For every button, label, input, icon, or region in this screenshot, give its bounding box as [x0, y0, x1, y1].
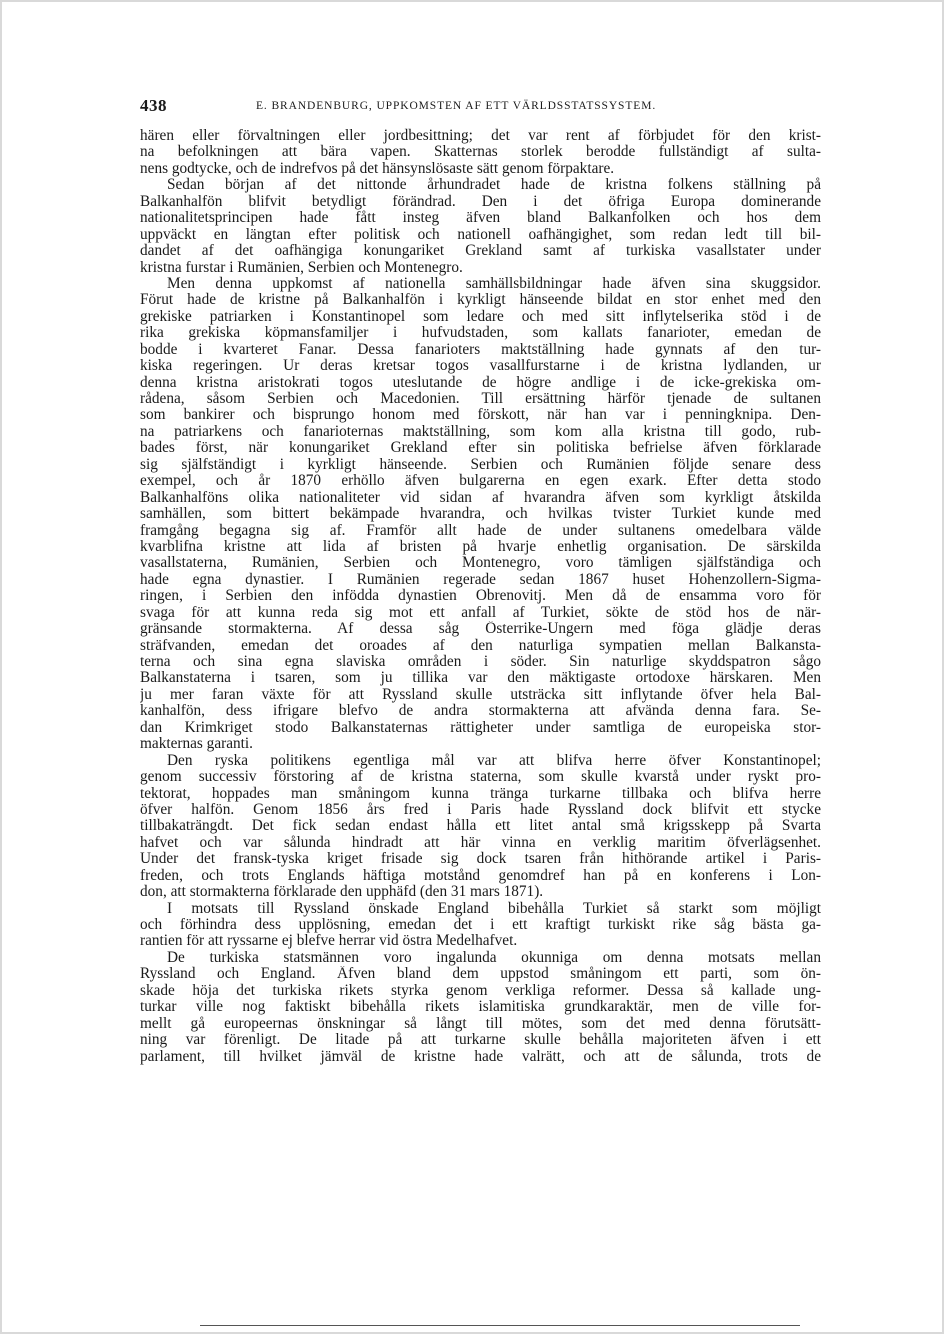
- text-line: Balkanstaterna i tsaren, som ju tillika var den mäktigaste ortodoxe härskaren. Men: [140, 670, 821, 687]
- text-line: Balkanhalfön blifvit betydligt förändrad. Den i det öfriga Europa dominerande: [140, 193, 821, 210]
- text-line: öfver halfön. Genom 1856 års fred i Paris hade Ryssland dock blifvit ett stycke: [140, 801, 821, 818]
- text-line: ning var förenligt. De litade på att turkarne skulle behålla majoriteten äfven i ett: [140, 1032, 821, 1049]
- text-line: kiska regeringen. Ur deras kretsar togos vasallfurstarne i de kristna lydlanden, ur: [140, 358, 821, 375]
- text-line: gränsande stormakterna. Af dessa såg Österrike-Ungern med föga glädje deras: [140, 621, 821, 638]
- text-line: rantien för att ryssarne ej blefve herrar vid östra Medelhafvet.: [140, 933, 518, 950]
- text-line: Ryssland och England. Äfven bland dem uppstod småningom ett parti, som ön-: [140, 966, 821, 983]
- text-line: skade höja det turkiska rikets styrka genom verkliga reformer. Dessa så kallade ung-: [140, 982, 821, 999]
- text-line: makternas garanti.: [140, 736, 253, 753]
- text-line: dandet af det oafhängiga konungariket Grekland samt af turkiska vasallstater under: [140, 243, 821, 260]
- running-title: E. BRANDENBURG, UPPKOMSTEN AF ETT VÄRLDSSTATSSYSTEM.: [256, 100, 657, 112]
- text-line: I motsats till Ryssland önskade England bibehålla Turkiet så starkt som möjligt: [167, 900, 821, 917]
- text-line: tektorat, hoppades man småningom kunna tränga turkarne tillbaka och blifva herre: [140, 785, 821, 802]
- text-line: ju mer faran växte för att Ryssland skulle utsträcka sitt inflytande öfver hela Bal-: [140, 686, 821, 703]
- text-line: na befolkningen att bära vapen. Skatternas storlek berodde fullständigt af sulta-: [140, 144, 821, 161]
- text-line: parlament, till hvilket jämväl de kristne hade valrätt, och att de sålunda, trots de: [140, 1048, 821, 1065]
- text-line: nens godtycke, och de indrefvos på det hänsynslösaste sätt genom förpaktare.: [140, 160, 615, 177]
- text-line: De turkiska statsmännen voro ingalunda okunniga om denna motsats mellan: [167, 949, 821, 966]
- text-line: Men denna uppkomst af nationella samhällsbildningar hade äfven sina skuggsidor.: [167, 275, 821, 292]
- text-line: na patriarkens och fanarioternas maktställning, som kom alla kristna till godo, rub-: [140, 423, 821, 440]
- text-line: bades först, när konungariket Grekland efter sin politiska befrielse äfven förklarade: [140, 440, 821, 457]
- text-line: turkar ville nog faktiskt bibehålla rikets islamitiska grundkaraktär, men de ville for-: [140, 999, 821, 1016]
- text-line: hade egna dynastier. I Rumänien regerade sedan 1867 huset Hohenzollern-Sigma-: [140, 571, 821, 588]
- text-line: denna kristna aristokrati togos uteslutande de högre andlige i de icke-grekiska om-: [140, 374, 821, 391]
- text-line: sig själfständigt i kyrkligt hänseende. Serbien och Rumänien följde senare dess: [140, 456, 821, 473]
- text-line: framgång begagna sig af. Framför allt hade de under sultanens omedelbara välde: [140, 522, 821, 539]
- text-line: ringen, i Serbien den infödda dynastien Obrenovitj. Men då de ensamma voro för: [140, 588, 821, 605]
- text-line: nationalitetsprincipen hade fått insteg äfven bland Balkanfolken och hos dem: [140, 210, 821, 227]
- text-line: vasallstaterna, Rumänien, Serbien och Montenegro, voro tämligen själfständiga och: [140, 555, 821, 572]
- running-head: [140, 96, 820, 116]
- text-line: rådena, såsom Serbien och Macedonien. Till ersättning härför tjenade de sultanen: [140, 391, 821, 407]
- text-line: genom successiv förstoring af de kristna staterna, som skulle kvarstå under ryskt pro-: [140, 769, 821, 786]
- text-line: tillbakaträngdt. Det fick sedan endast hålla ett litet antal små krigsskepp på Svarta: [140, 818, 821, 835]
- text-line: samhällen, som bittert bekämpade hvarandra, och hvilkas tvister Turkiet kunde med: [140, 506, 821, 523]
- text-line: dan Krimkriget stodo Balkanstaternas rättigheter under samtliga de europeiska stor-: [140, 719, 821, 736]
- text-line: kanhalfön, dess ifrigare blefvo de andra stormakterna att afvända denna fara. Se-: [140, 703, 821, 720]
- text-line: uppväckt en längtan efter politisk och nationell oafhängighet, som redan ledt till bil-: [140, 226, 821, 243]
- text-line: hafvet och var sålunda hindradt att här vinna en verklig maritim öfverlägsenhet.: [140, 834, 821, 851]
- text-line: sträfvanden, emedan det oroades af den naturliga sympatien mellan Balkansta-: [140, 637, 821, 654]
- text-line: rika grekiska köpmansfamiljer i hufvudstaden, som kallats fanarioter, emedan de: [140, 325, 821, 342]
- text-line: exempel, och år 1870 erhöllo äfven bulgarerna en egen exark. Efter detta stodo: [140, 473, 821, 490]
- text-line: kvarblifna kristne att lida af bristen på hvarje enhetlig organisation. De särskilda: [140, 538, 821, 555]
- text-line: som bankirer och bisprungo honom med förskott, när han var i penningknipa. Den-: [140, 407, 821, 424]
- page-number: 438: [140, 96, 167, 115]
- text-line: Förut hade de kristne på Balkanhalfön i kyrkligt hänseende bildat en stor enhet med den: [140, 292, 821, 309]
- text-line: terna och sina egna slaviska områden i söder. Sin naturlige skyddspatron sågo: [140, 654, 821, 670]
- text-line: kristna furstar i Rumänien, Serbien och Montenegro.: [140, 259, 463, 276]
- text-line: Den ryska politikens egentliga mål var att blifva herre öfver Konstantinopel;: [167, 752, 821, 769]
- body-text: [140, 128, 821, 1065]
- text-line: grekiske patriarken i Konstantinopel som ledare och med sitt inflytelserika stöd i de: [140, 308, 821, 325]
- text-line: Balkanhalföns olika nationaliteter vid sidan af hvarandra äfven som kyrkligt åtskilda: [140, 489, 821, 506]
- text-line: och förhindra dess upplösning, emedan det i ett kraftigt turkiskt rike såg bästa ga-: [140, 917, 821, 933]
- text-line: Under det fransk-tyska kriget frisade sig dock tsaren från hithörande artikel i Paris-: [140, 851, 821, 868]
- text-line: svaga för att kunna reda sig mot ett anfall af Turkiet, sökte de stöd hos de när-: [140, 604, 821, 621]
- text-line: freden, och trots Englands häftiga motstånd genomdref han på en konferens i Lon-: [140, 867, 821, 884]
- text-line: mellt gå europeernas önskningar så långt till mötes, som det med denna förutsätt-: [140, 1015, 821, 1032]
- text-line: bodde i kvarteret Fanar. Dessa fanarioters maktställning hade gynnats af den tur-: [140, 341, 821, 358]
- text-line: Sedan början af det nittonde århundradet hade de kristna folkens ställning på: [167, 177, 821, 194]
- text-line: hären eller förvaltningen eller jordbesittning; det var rent af förbjudet för den krist-: [140, 128, 821, 144]
- footer-rule: [200, 1325, 800, 1326]
- text-line: don, att stormakterna förklarade den upphäfd (den 31 mars 1871).: [140, 884, 544, 901]
